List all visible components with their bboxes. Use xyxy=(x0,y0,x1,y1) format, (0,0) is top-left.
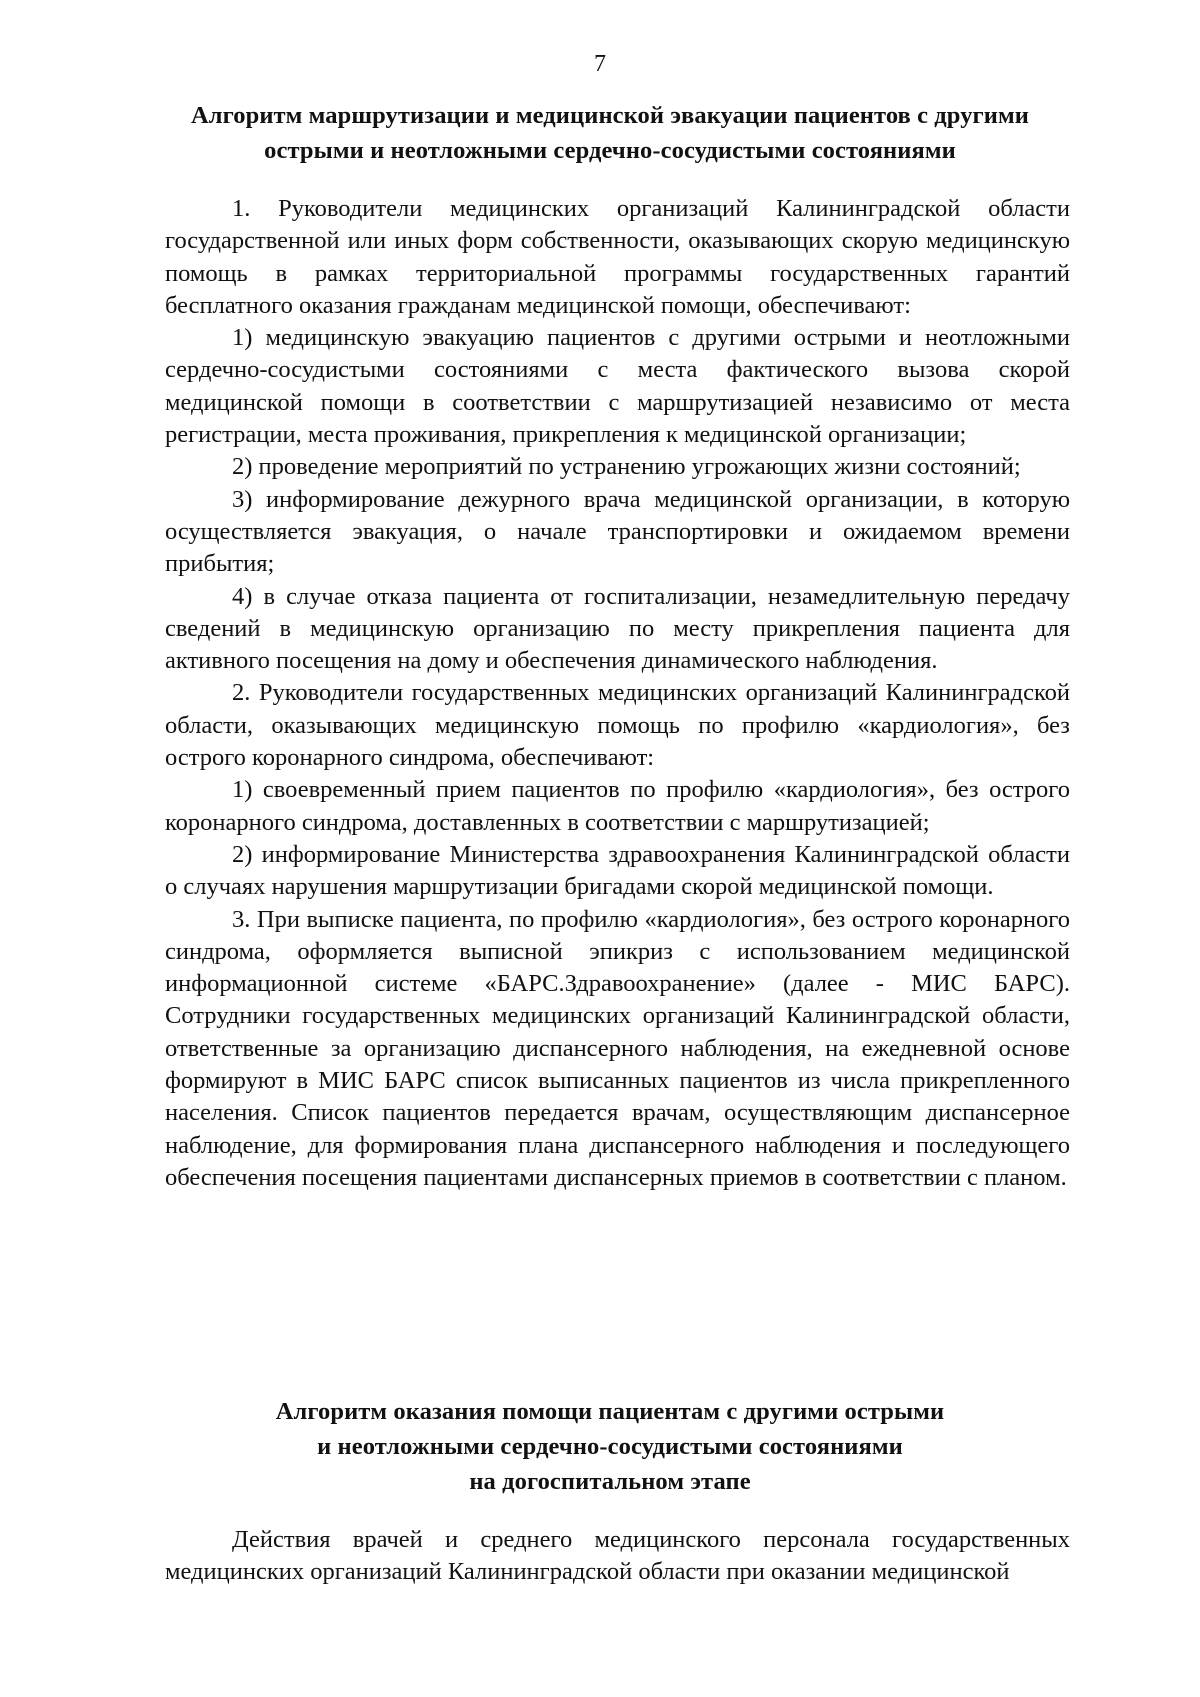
section-body-prehospital xyxy=(165,1524,1070,1589)
paragraph: 3. При выписке пациента, по профилю «кардиология», без острого коронарного синдрома, оформляется выписной эпикриз с использованием медицинской информационной системе «БАРС.Здравоохранение» (далее - МИС БАРС). Сотрудники государственных медицинских организаций Калининградской области, ответственные за организацию диспансерного наблюдения, на ежедневной основе формируют в МИС БАРС список выписанных пациентов из числа прикрепленного населения. Список пациентов передается врачам, осуществляющим диспансерное наблюдение, для формирования плана диспансерного наблюдения и последующего обеспечения посещения пациентами диспансерных приемов в соответствии с планом. xyxy=(165,905,1070,1191)
section-body-routing xyxy=(165,193,1070,1194)
paragraph: 1. Руководители медицинских организаций Калининградской области государственной или иных форм собственности, оказывающих скорую медицинскую помощь в рамках территориальной программы государственных гарантий бесплатного оказания гражданам медицинской помощи, обеспечивают: xyxy=(165,195,1070,319)
title-line: Алгоритм оказания помощи пациентам с другими острыми xyxy=(275,1398,945,1425)
paragraph: 3) информирование дежурного врача медицинской организации, в которую осуществляется эвакуация, о начале транспортировки и ожидаемом времени прибытия; xyxy=(165,485,1070,578)
paragraph: Действия врачей и среднего медицинского персонала государственных медицинских организаций Калининградской области при оказании медицинской xyxy=(165,1526,1070,1586)
section-title-routing xyxy=(160,98,1060,168)
section-title-prehospital xyxy=(160,1394,1060,1499)
title-line: Алгоритм маршрутизации и медицинской эвакуации пациентов с другими xyxy=(190,102,1030,129)
title-line: и неотложными сердечно-сосудистыми состояниями xyxy=(317,1433,903,1460)
page-number: 7 xyxy=(594,51,606,77)
title-line: на догоспитальном этапе xyxy=(469,1468,751,1495)
paragraph: 2) информирование Министерства здравоохранения Калининградской области о случаях нарушения маршрутизации бригадами скорой медицинской помощи. xyxy=(165,840,1070,901)
paragraph: 2. Руководители государственных медицинских организаций Калининградской области, оказывающих медицинскую помощь по профилю «кардиология», без острого коронарного синдрома, обеспечивают: xyxy=(165,679,1070,772)
paragraph: 1) медицинскую эвакуацию пациентов с другими острыми и неотложными сердечно-сосудистыми состояниями с места фактического вызова скорой медицинской помощи в соответствии с маршрутизацией независимо от места регистрации, места проживания, прикрепления к медицинской организации; xyxy=(165,324,1070,449)
paragraph: 4) в случае отказа пациента от госпитализации, незамедлительную передачу сведений в медицинскую организацию по месту прикрепления пациента для активного посещения на дому и обеспечения динамического наблюдения. xyxy=(165,582,1070,675)
paragraph: 2) проведение мероприятий по устранению угрожающих жизни состояний; xyxy=(232,453,1021,481)
title-line: острыми и неотложными сердечно-сосудистыми состояниями xyxy=(264,137,956,164)
paragraph: 1) своевременный прием пациентов по профилю «кардиология», без острого коронарного синдрома, доставленных в соответствии с маршрутизацией; xyxy=(165,776,1070,836)
